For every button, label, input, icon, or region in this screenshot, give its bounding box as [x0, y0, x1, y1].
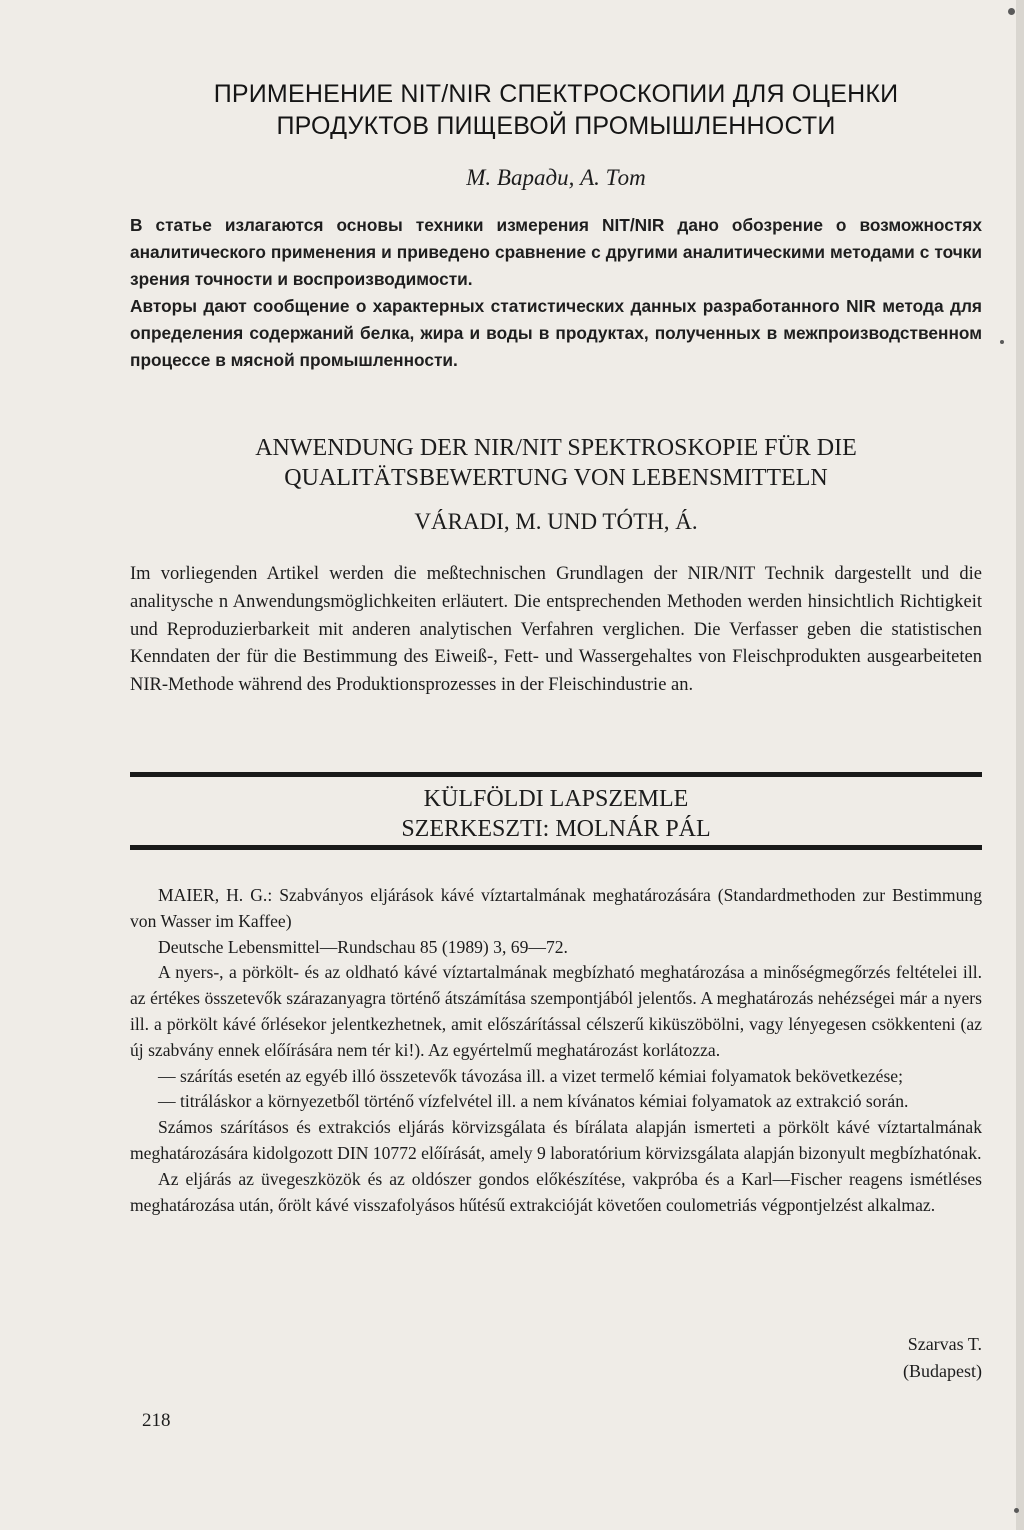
- german-title-line: ANWENDUNG DER NIR/NIT SPEKTROSKOPIE FÜR DIE: [255, 435, 857, 461]
- review-body: [130, 883, 982, 1218]
- section-rule-bottom: [130, 845, 982, 850]
- review-paragraph: A nyers-, a pörkölt- és az oldható kávé víztartalmának megbízható meghatározása a minőségmegőrzés feltételei ill. az értékes összetevők szárazanyagra történő átszámítása szempontjából jelentős. A meghatározás nehézségei már a nyers ill. a pörkölt kávé őrlésekor jelentkezhetnek, amit előszárítással célszerű kiküszöbölni, vagy lényegesen csökkenteni (az új szabvány ennek előírására nem tér ki!). Az egyértelmű meghatározást korlátozza.: [130, 962, 982, 1060]
- section-heading: [130, 784, 982, 844]
- russian-title-line: ПРИМЕНЕНИЕ NIT/NIR СПЕКТРОСКОПИИ ДЛЯ ОЦЕНКИ: [213, 80, 899, 108]
- section-title: KÜLFÖLDI LAPSZEMLE: [423, 786, 689, 812]
- german-article-title: [130, 433, 982, 493]
- german-article-abstract: Im vorliegenden Artikel werden die meßtechnischen Grundlagen der NIR/NIT Technik dargestellt und die analitysche n Anwendungsmöglichkeiten erläutert. Die entsprechenden Methoden werden hinsichtlich Richtigkeit und Reproduzierbarkeit mit anderen analytischen Verfahren verglichen. Die Verfasser geben die statistischen Kenndaten der für die Bestimmung des Eiweiß-, Fett- und Wassergehaltes von Fleischprodukten ausgearbeiteten NIR-Methode während des Produktionsprozesses in der Fleischindustrie an.: [130, 564, 982, 696]
- signature-city: (Budapest): [903, 1361, 982, 1381]
- speck-mark: [1000, 340, 1004, 344]
- review-bullet: — szárítás esetén az egyéb illó összetevők távozása ill. a vizet termelő kémiai folyamatok bekövetkezése;: [158, 1065, 903, 1086]
- signature-name: Szarvas T.: [907, 1334, 982, 1354]
- russian-article-authors: М. Варади, А. Тот: [466, 165, 646, 190]
- russian-title-line: ПРОДУКТОВ ПИЩЕВОЙ ПРОМЫШЛЕННОСТИ: [276, 112, 836, 140]
- german-title-line: QUALITÄTSBEWERTUNG VON LEBENSMITTELN: [284, 465, 828, 491]
- review-signature: [903, 1331, 982, 1385]
- russian-article-abstract: [130, 212, 982, 374]
- section-rule-top: [130, 772, 982, 777]
- page-edge: [1016, 0, 1024, 1530]
- speck-mark: [1014, 1508, 1019, 1513]
- review-bullet: — titráláskor a környezetből történő vízfelvétel ill. a nem kívánatos kémiai folyamatok az extrakció során.: [158, 1091, 909, 1112]
- russian-abstract-paragraph: Авторы дают сообщение о характерных статистических данных разработанного NIR метода для определения содержаний белка, жира и воды в продуктах, полученных в межпроизводственном процессе в мясной промышленности.: [130, 296, 982, 370]
- review-paragraph: Számos szárításos és extrakciós eljárás körvizsgálata és bírálata alapján ismerteti a pörkölt kávé víztartalmának meghatározására kidolgozott DIN 10772 előírását, amely 9 laboratórium körvizsgálata alapján bizonyult megbízhatónak.: [130, 1117, 982, 1163]
- speck-mark: [1008, 8, 1015, 15]
- russian-abstract-paragraph: В статье излагаются основы техники измерения NIT/NIR дано обозрение о возможностях аналитического применения и приведено сравнение с другими аналитическими методами с точки зрения точности и воспроизводимости.: [130, 215, 982, 289]
- review-journal: Deutsche Lebensmittel—Rundschau 85 (1989) 3, 69—72.: [158, 936, 568, 957]
- section-editor: SZERKESZTI: MOLNÁR PÁL: [401, 816, 711, 842]
- review-citation: MAIER, H. G.: Szabványos eljárások kávé víztartalmának meghatározására (Standardmethoden zur Bestimmung von Wasser im Kaffee): [130, 885, 982, 931]
- russian-article-title: [130, 78, 982, 142]
- review-paragraph: Az eljárás az üvegeszközök és az oldószer gondos előkészítése, vakpróba és a Karl—Fischer reagens ismétléses meghatározása után, őrölt kávé visszafolyásos hűtésű extrakcióját követően coulometriás végpontjelzést alkalmaz.: [130, 1168, 982, 1215]
- page-number: 218: [142, 1410, 171, 1431]
- german-article-authors: VÁRADI, M. UND TÓTH, Á.: [414, 509, 698, 534]
